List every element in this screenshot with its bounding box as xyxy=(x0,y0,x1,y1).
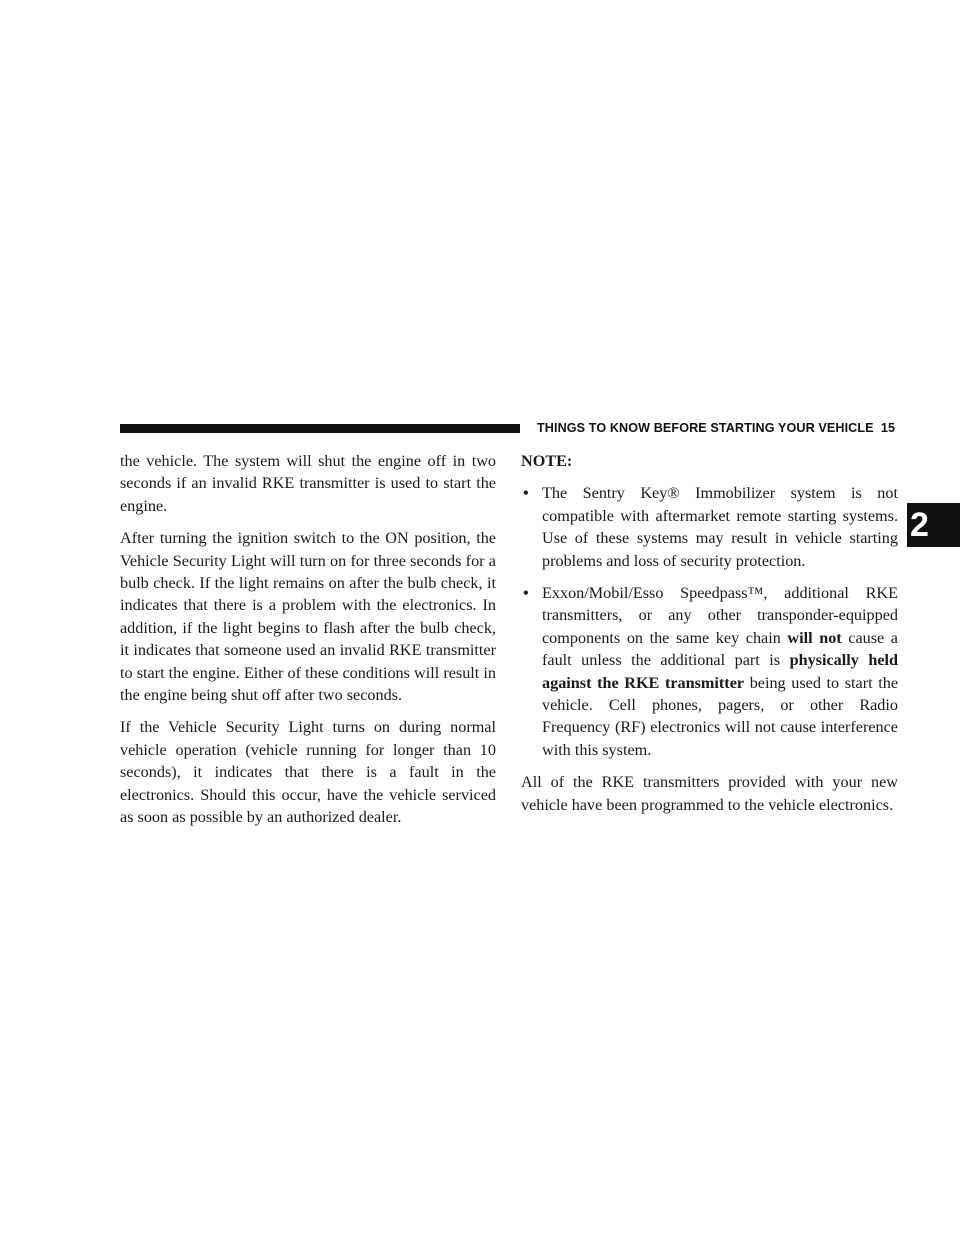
bullet-text xyxy=(542,584,898,759)
bold-emphasis: will not xyxy=(787,628,842,647)
header-title: THINGS TO KNOW BEFORE STARTING YOUR VEHICLE xyxy=(537,421,874,435)
note-bullet xyxy=(521,582,898,761)
right-column xyxy=(521,450,898,826)
bullet-text-part: Exxon/Mobil/Esso Speedpass™, additional RKE transmitters, or any other transponder-equipped components on the same key chain xyxy=(542,584,898,647)
note-label: NOTE: xyxy=(521,452,573,470)
bullet-marker: • xyxy=(523,484,529,503)
bold-emphasis: physically held against the RKE transmitter xyxy=(542,651,899,692)
paragraph: After turning the ignition switch to the ON position, the Vehicle Security Light will turn on for three seconds for a bulb check. If the light remains on after the bulb check, it indicates that there is a problem with the electronics. In addition, if the light begins to flash after the bulb check, it indicates that someone used an invalid RKE transmitter to start the engine. Either of these conditions will result in the engine being shut off after two seconds. xyxy=(120,529,496,705)
paragraph: the vehicle. The system will shut the engine off in two seconds if an invalid RKE transmitter is used to start the engine. xyxy=(120,452,496,515)
paragraph: If the Vehicle Security Light turns on during normal vehicle operation (vehicle running for longer than 10 seconds), it indicates that there is a fault in the electronics. Should this occur, have the vehicle serviced as soon as possible by an authorized dealer. xyxy=(120,718,496,827)
closing-paragraph: All of the RKE transmitters provided with your new vehicle have been programmed to the vehicle electronics. xyxy=(521,773,898,814)
header-rule xyxy=(120,424,520,433)
chapter-tab: 2 xyxy=(907,503,960,547)
note-bullet xyxy=(521,482,898,572)
bullet-marker: • xyxy=(523,584,529,603)
page-number: 15 xyxy=(880,421,896,435)
left-column xyxy=(120,450,496,839)
bullet-text-part: being used to start the vehicle. Cell phones, pagers, or other Radio Frequency (RF) electronics will not cause interference with this system. xyxy=(542,673,899,759)
running-header xyxy=(537,421,895,435)
bullet-text: The Sentry Key® Immobilizer system is not compatible with aftermarket remote starting systems. Use of these systems may result in vehicle starting problems and loss of security protection. xyxy=(542,484,898,570)
bullet-text-part: cause a fault unless the additional part is xyxy=(542,628,898,670)
